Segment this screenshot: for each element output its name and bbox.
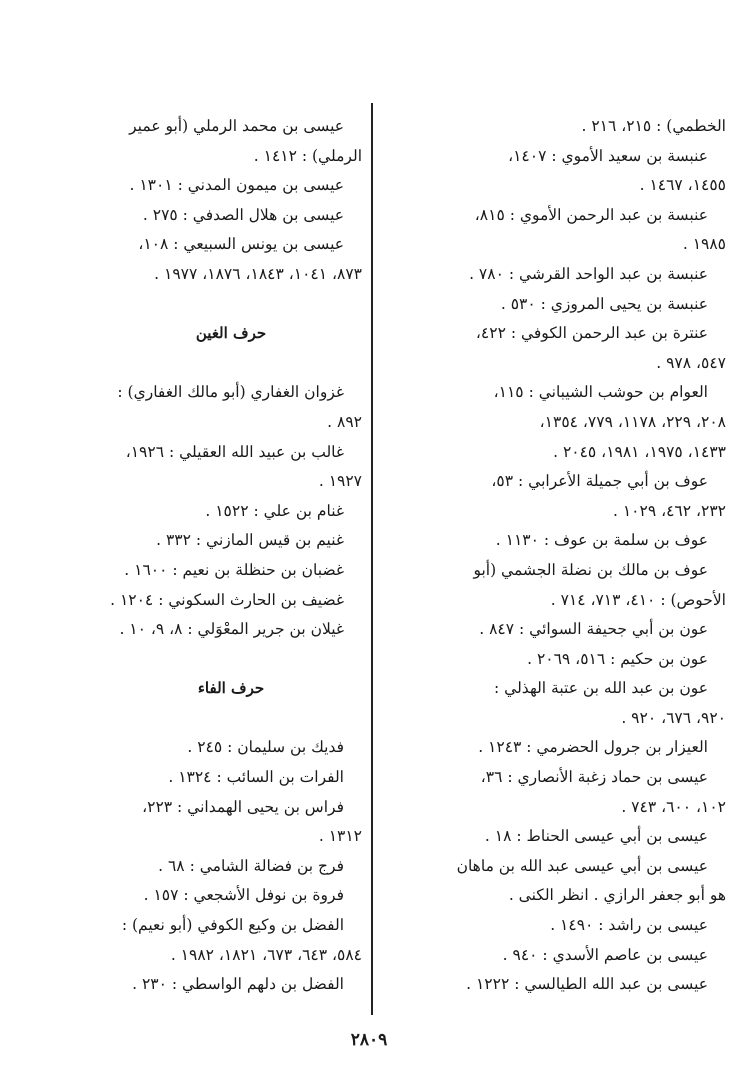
index-entry: عيسى بن يونس السبيعي : ١٠٨، (138, 235, 344, 254)
index-entry: الفضل بن وكيع الكوفي (أبو نعيم) : (121, 916, 344, 935)
index-entry-continuation: ١٩٨٥ . (682, 235, 726, 254)
spacer (100, 645, 362, 675)
index-entry-continuation: ٨٧٣، ١٠٤١، ١٨٤٣، ١٨٧٦، ١٩٧٧ . (154, 264, 362, 283)
section-heading: حرف الفاء (197, 679, 265, 698)
index-entry: الفضل بن دلهم الواسطي : ٢٣٠ . (132, 975, 344, 994)
index-entry-continuation: الأحوص) : ٤١٠، ٧١٣، ٧١٤ . (550, 590, 726, 609)
index-entry: غزوان الغفاري (أبو مالك الغفاري) : (117, 383, 344, 402)
index-entry: فروة بن نوفل الأشجعي : ١٥٧ . (143, 886, 344, 905)
index-entry: فديك بن سليمان : ٢٤٥ . (187, 738, 344, 757)
index-entry: عنبسة بن عبد الرحمن الأموي : ٨١٥، (474, 205, 708, 224)
index-entry: عيسى بن ميمون المدني : ١٣٠١ . (129, 176, 344, 195)
spacer (100, 290, 362, 320)
index-entry: غنام بن علي : ١٥٢٢ . (205, 501, 344, 520)
index-entry: عون بن حكيم : ٥١٦، ٢٠٦٩ . (527, 649, 708, 668)
index-entry: عيسى بن راشد : ١٤٩٠ . (550, 916, 708, 935)
index-entry: عون بن أبي جحيفة السوائي : ٨٤٧ . (479, 620, 708, 639)
index-entry: فرج بن فضالة الشامي : ٦٨ . (158, 856, 344, 875)
index-entry: العيزار بن جرول الحضرمي : ١٢٤٣ . (478, 738, 708, 757)
index-entry-continuation: الرملي) : ١٤١٢ . (253, 146, 362, 165)
index-entry: الفرات بن السائب : ١٣٢٤ . (168, 768, 344, 787)
index-entry: عوف بن مالك بن نضلة الجشمي (أبو (473, 560, 708, 579)
index-entry: عيسى بن هلال الصدفي : ٢٧٥ . (142, 205, 344, 224)
index-entry: غالب بن عبيد الله العقيلي : ١٩٢٦، (125, 442, 344, 461)
index-entry: عيسى بن محمد الرملي (أبو عمير (129, 117, 344, 135)
index-entry-continuation: ١٩٢٧ . (318, 472, 362, 491)
index-entry: غنيم بن قيس المازني : ٣٣٢ . (156, 531, 344, 550)
section-heading: حرف الغين (195, 324, 267, 343)
index-entry: فراس بن يحيى الهمداني : ٢٢٣، (142, 797, 344, 816)
index-entry: عنترة بن عبد الرحمن الكوفي : ٤٢٢، (475, 324, 708, 343)
index-entry-continuation: ١٠٢، ٦٠٠، ٧٤٣ . (621, 797, 726, 816)
index-entry-continuation: ٥٨٤، ٦٤٣، ٦٧٣، ١٨٢١، ١٩٨٢ . (170, 945, 362, 964)
index-entry-continuation: ٩٢٠، ٦٧٦، ٩٢٠ . (621, 708, 726, 727)
index-entry: عيسى بن حماد زغبة الأنصاري : ٣٦، (480, 768, 708, 787)
index-entry: عنبسة بن عبد الواحد القرشي : ٧٨٠ . (469, 264, 708, 283)
index-entry: غضيف بن الحارث السكوني : ١٢٠٤ . (110, 590, 344, 609)
page-number: ٢٨٠٩ (350, 1030, 388, 1050)
index-entry: العوام بن حوشب الشيباني : ١١٥، (493, 383, 708, 402)
index-entry-continuation: ١٤٥٥، ١٤٦٧ . (639, 176, 726, 195)
index-entry-continuation: ١٤٣٣، ١٩٧٥، ١٩٨١، ٢٠٤٥ . (553, 442, 726, 461)
index-entry-continuation: الخطمي) : ٢١٥، ٢١٦ . (581, 117, 726, 135)
left-column (100, 112, 362, 1000)
index-entry: عيسى بن أبي عيسى الحناط : ١٨ . (484, 827, 708, 846)
spacer (100, 349, 362, 379)
index-entry: عيسى بن أبي عيسى عبد الله بن ماهان (456, 856, 708, 875)
index-entry-continuation: ٢٠٨، ٢٢٩، ١١٧٨، ٧٧٩، ١٣٥٤، (539, 412, 726, 431)
index-entry: عوف بن أبي جميلة الأعرابي : ٥٣، (491, 472, 708, 491)
index-entry-continuation: ٢٣٢، ٤٦٢، ١٠٢٩ . (612, 501, 726, 520)
index-entry: عون بن عبد الله بن عتبة الهذلي : (494, 679, 708, 698)
column-divider (371, 103, 373, 1015)
index-entry: عنبسة بن سعيد الأموي : ١٤٠٧، (508, 146, 708, 165)
index-entry: عوف بن سلمة بن عوف : ١١٣٠ . (495, 531, 708, 550)
index-entry: عيسى بن عبد الله الطيالسي : ١٢٢٢ . (466, 975, 708, 994)
index-entry: عيسى بن عاصم الأسدي : ٩٤٠ . (502, 945, 708, 964)
index-entry-continuation: ٨٩٢ . (327, 412, 362, 431)
spacer (100, 704, 362, 734)
index-entry-continuation: هو أبو جعفر الرازي . انظر الكنى . (508, 886, 726, 905)
index-entry: غضبان بن حنظلة بن نعيم : ١٦٠٠ . (124, 560, 344, 579)
index-entry: عنبسة بن يحيى المروزي : ٥٣٠ . (500, 294, 708, 313)
right-column (380, 112, 726, 1000)
index-entry-continuation: ١٣١٢ . (318, 827, 362, 846)
index-entry-continuation: ٥٤٧، ٩٧٨ . (656, 353, 726, 372)
index-entry: غيلان بن جرير المعْوَلي : ٨، ٩، ١٠ . (119, 620, 344, 639)
